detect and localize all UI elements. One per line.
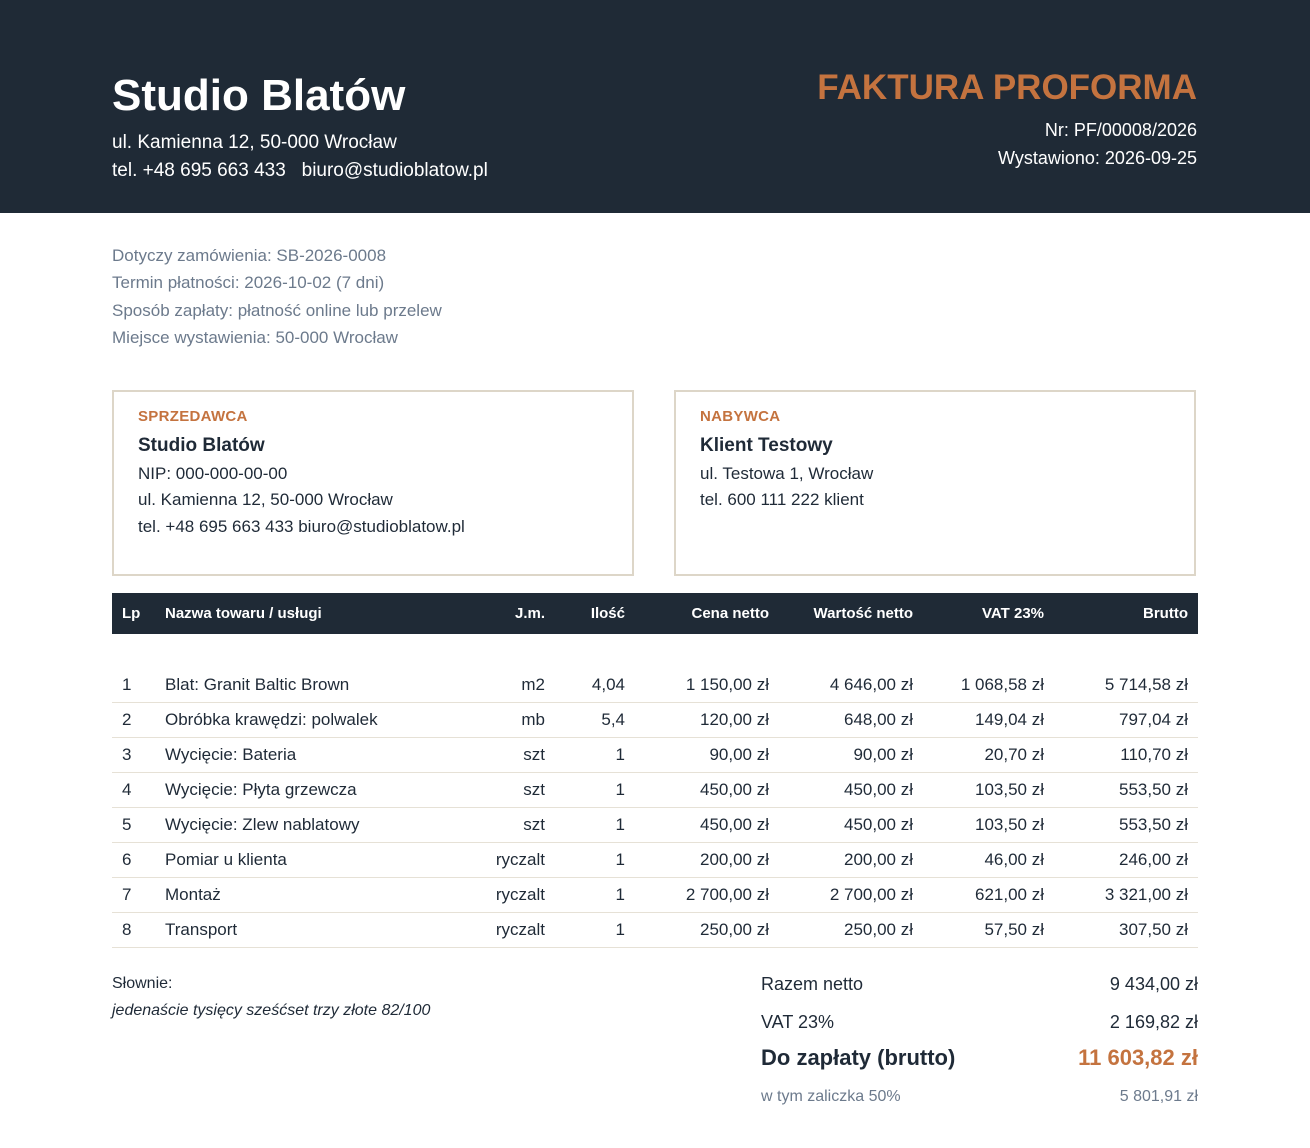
cell-name: Wycięcie: Płyta grzewcza [155, 773, 465, 808]
cell-qty: 1 [555, 878, 635, 913]
cell-name: Montaż [155, 878, 465, 913]
col-header-lp: Lp [112, 593, 155, 634]
col-header-qty: Ilość [555, 593, 635, 634]
cell-gross: 246,00 zł [1054, 843, 1198, 878]
table-row [112, 878, 1198, 913]
seller-label: SPRZEDAWCA [138, 408, 248, 425]
invoice-number: Nr: PF/00008/2026 [1044, 120, 1197, 140]
company-address: ul. Kamienna 12, 50-000 Wrocław [112, 132, 397, 153]
cell-qty: 4,04 [555, 668, 635, 703]
cell-lp: 6 [112, 843, 155, 878]
cell-gross: 110,70 zł [1054, 738, 1198, 773]
cell-qty: 1 [555, 843, 635, 878]
table-row [112, 738, 1198, 773]
cell-name: Obróbka krawędzi: polwalek [155, 703, 465, 738]
cell-unit: szt [465, 773, 555, 808]
cell-unit: szt [465, 808, 555, 843]
cell-lp: 4 [112, 773, 155, 808]
col-header-unit: J.m. [465, 593, 555, 634]
seller-name: Studio Blatów [138, 435, 265, 456]
cell-lp: 3 [112, 738, 155, 773]
payment-method: Sposób zapłaty: płatność online lub przelew [112, 301, 442, 320]
cell-net-value: 450,00 zł [779, 808, 923, 843]
cell-net-price: 90,00 zł [635, 738, 779, 773]
cell-name: Transport [155, 913, 465, 948]
col-header-net-price: Cena netto [635, 593, 779, 634]
cell-vat: 103,50 zł [923, 773, 1054, 808]
vat-total-label: VAT 23% [761, 1012, 835, 1032]
col-header-vat: VAT 23% [923, 593, 1054, 634]
table-header-row [112, 593, 1198, 634]
cell-vat: 621,00 zł [923, 878, 1054, 913]
cell-vat: 149,04 zł [923, 703, 1054, 738]
cell-gross: 5 714,58 zł [1054, 668, 1198, 703]
cell-name: Pomiar u klienta [155, 843, 465, 878]
cell-vat: 1 068,58 zł [923, 668, 1054, 703]
cell-name: Blat: Granit Baltic Brown [155, 668, 465, 703]
table-row [112, 913, 1198, 948]
cell-net-price: 120,00 zł [635, 703, 779, 738]
col-header-name: Nazwa towaru / usługi [155, 593, 465, 634]
cell-unit: ryczalt [465, 878, 555, 913]
cell-net-price: 1 150,00 zł [635, 668, 779, 703]
cell-qty: 1 [555, 738, 635, 773]
cell-unit: m2 [465, 668, 555, 703]
cell-gross: 553,50 zł [1054, 773, 1198, 808]
table-row [112, 668, 1198, 703]
cell-lp: 1 [112, 668, 155, 703]
cell-qty: 5,4 [555, 703, 635, 738]
cell-vat: 103,50 zł [923, 808, 1054, 843]
cell-net-price: 2 700,00 zł [635, 878, 779, 913]
document-title: FAKTURA PROFORMA [817, 68, 1197, 107]
cell-net-price: 200,00 zł [635, 843, 779, 878]
col-header-gross: Brutto [1054, 593, 1198, 634]
cell-lp: 2 [112, 703, 155, 738]
deposit-value: 5 801,91 zł [1119, 1088, 1198, 1105]
cell-net-price: 450,00 zł [635, 808, 779, 843]
cell-vat: 46,00 zł [923, 843, 1054, 878]
grand-total-value: 11 603,82 zł [1078, 1045, 1198, 1070]
buyer-address: ul. Testowa 1, Wrocław [700, 464, 874, 483]
cell-name: Wycięcie: Zlew nablatowy [155, 808, 465, 843]
buyer-label: NABYWCA [700, 408, 781, 425]
amount-in-words: jedenaście tysięcy sześćset trzy złote 82/100 [112, 1002, 431, 1019]
company-name: Studio Blatów [112, 71, 406, 120]
invoice-header [0, 0, 1310, 213]
table-row [112, 703, 1198, 738]
cell-gross: 553,50 zł [1054, 808, 1198, 843]
grand-total-label: Do zapłaty (brutto) [761, 1045, 956, 1070]
cell-qty: 1 [555, 773, 635, 808]
cell-lp: 5 [112, 808, 155, 843]
cell-qty: 1 [555, 913, 635, 948]
cell-unit: ryczalt [465, 913, 555, 948]
cell-unit: ryczalt [465, 843, 555, 878]
buyer-contact: tel. 600 111 222 klient [700, 490, 864, 509]
buyer-box [674, 390, 1196, 576]
seller-box [112, 390, 634, 576]
cell-net-value: 648,00 zł [779, 703, 923, 738]
seller-contact: tel. +48 695 663 433 biuro@studioblatow.pl [138, 517, 465, 536]
issue-date: Wystawiono: 2026-09-25 [998, 148, 1197, 168]
seller-nip: NIP: 000-000-00-00 [138, 464, 288, 483]
items-body [112, 634, 1198, 948]
cell-unit: szt [465, 738, 555, 773]
table-row [112, 808, 1198, 843]
cell-net-value: 90,00 zł [779, 738, 923, 773]
cell-net-value: 4 646,00 zł [779, 668, 923, 703]
seller-address: ul. Kamienna 12, 50-000 Wrocław [138, 490, 393, 509]
cell-net-price: 250,00 zł [635, 913, 779, 948]
table-row [112, 773, 1198, 808]
company-contact: tel. +48 695 663 433 biuro@studioblatow.pl [112, 160, 488, 181]
cell-lp: 8 [112, 913, 155, 948]
cell-vat: 57,50 zł [923, 913, 1054, 948]
net-total-label: Razem netto [761, 974, 864, 994]
payment-due: Termin płatności: 2026-10-02 (7 dni) [112, 273, 385, 292]
cell-name: Wycięcie: Bateria [155, 738, 465, 773]
cell-gross: 307,50 zł [1054, 913, 1198, 948]
cell-net-price: 450,00 zł [635, 773, 779, 808]
vat-total-value: 2 169,82 zł [1109, 1012, 1198, 1032]
cell-unit: mb [465, 703, 555, 738]
cell-lp: 7 [112, 878, 155, 913]
col-header-net-value: Wartość netto [779, 593, 923, 634]
cell-net-value: 200,00 zł [779, 843, 923, 878]
cell-gross: 3 321,00 zł [1054, 878, 1198, 913]
net-total-value: 9 434,00 zł [1109, 974, 1198, 994]
issue-place: Miejsce wystawienia: 50-000 Wrocław [112, 328, 398, 347]
table-spacer-row [112, 634, 1198, 668]
amount-in-words-label: Słownie: [112, 975, 173, 992]
deposit-label: w tym zaliczka 50% [761, 1088, 901, 1105]
items-table [112, 593, 1198, 948]
order-reference: Dotyczy zamówienia: SB-2026-0008 [112, 246, 387, 265]
cell-net-value: 450,00 zł [779, 773, 923, 808]
cell-vat: 20,70 zł [923, 738, 1054, 773]
buyer-name: Klient Testowy [700, 435, 833, 456]
cell-net-value: 250,00 zł [779, 913, 923, 948]
cell-gross: 797,04 zł [1054, 703, 1198, 738]
cell-qty: 1 [555, 808, 635, 843]
cell-net-value: 2 700,00 zł [779, 878, 923, 913]
table-row [112, 843, 1198, 878]
